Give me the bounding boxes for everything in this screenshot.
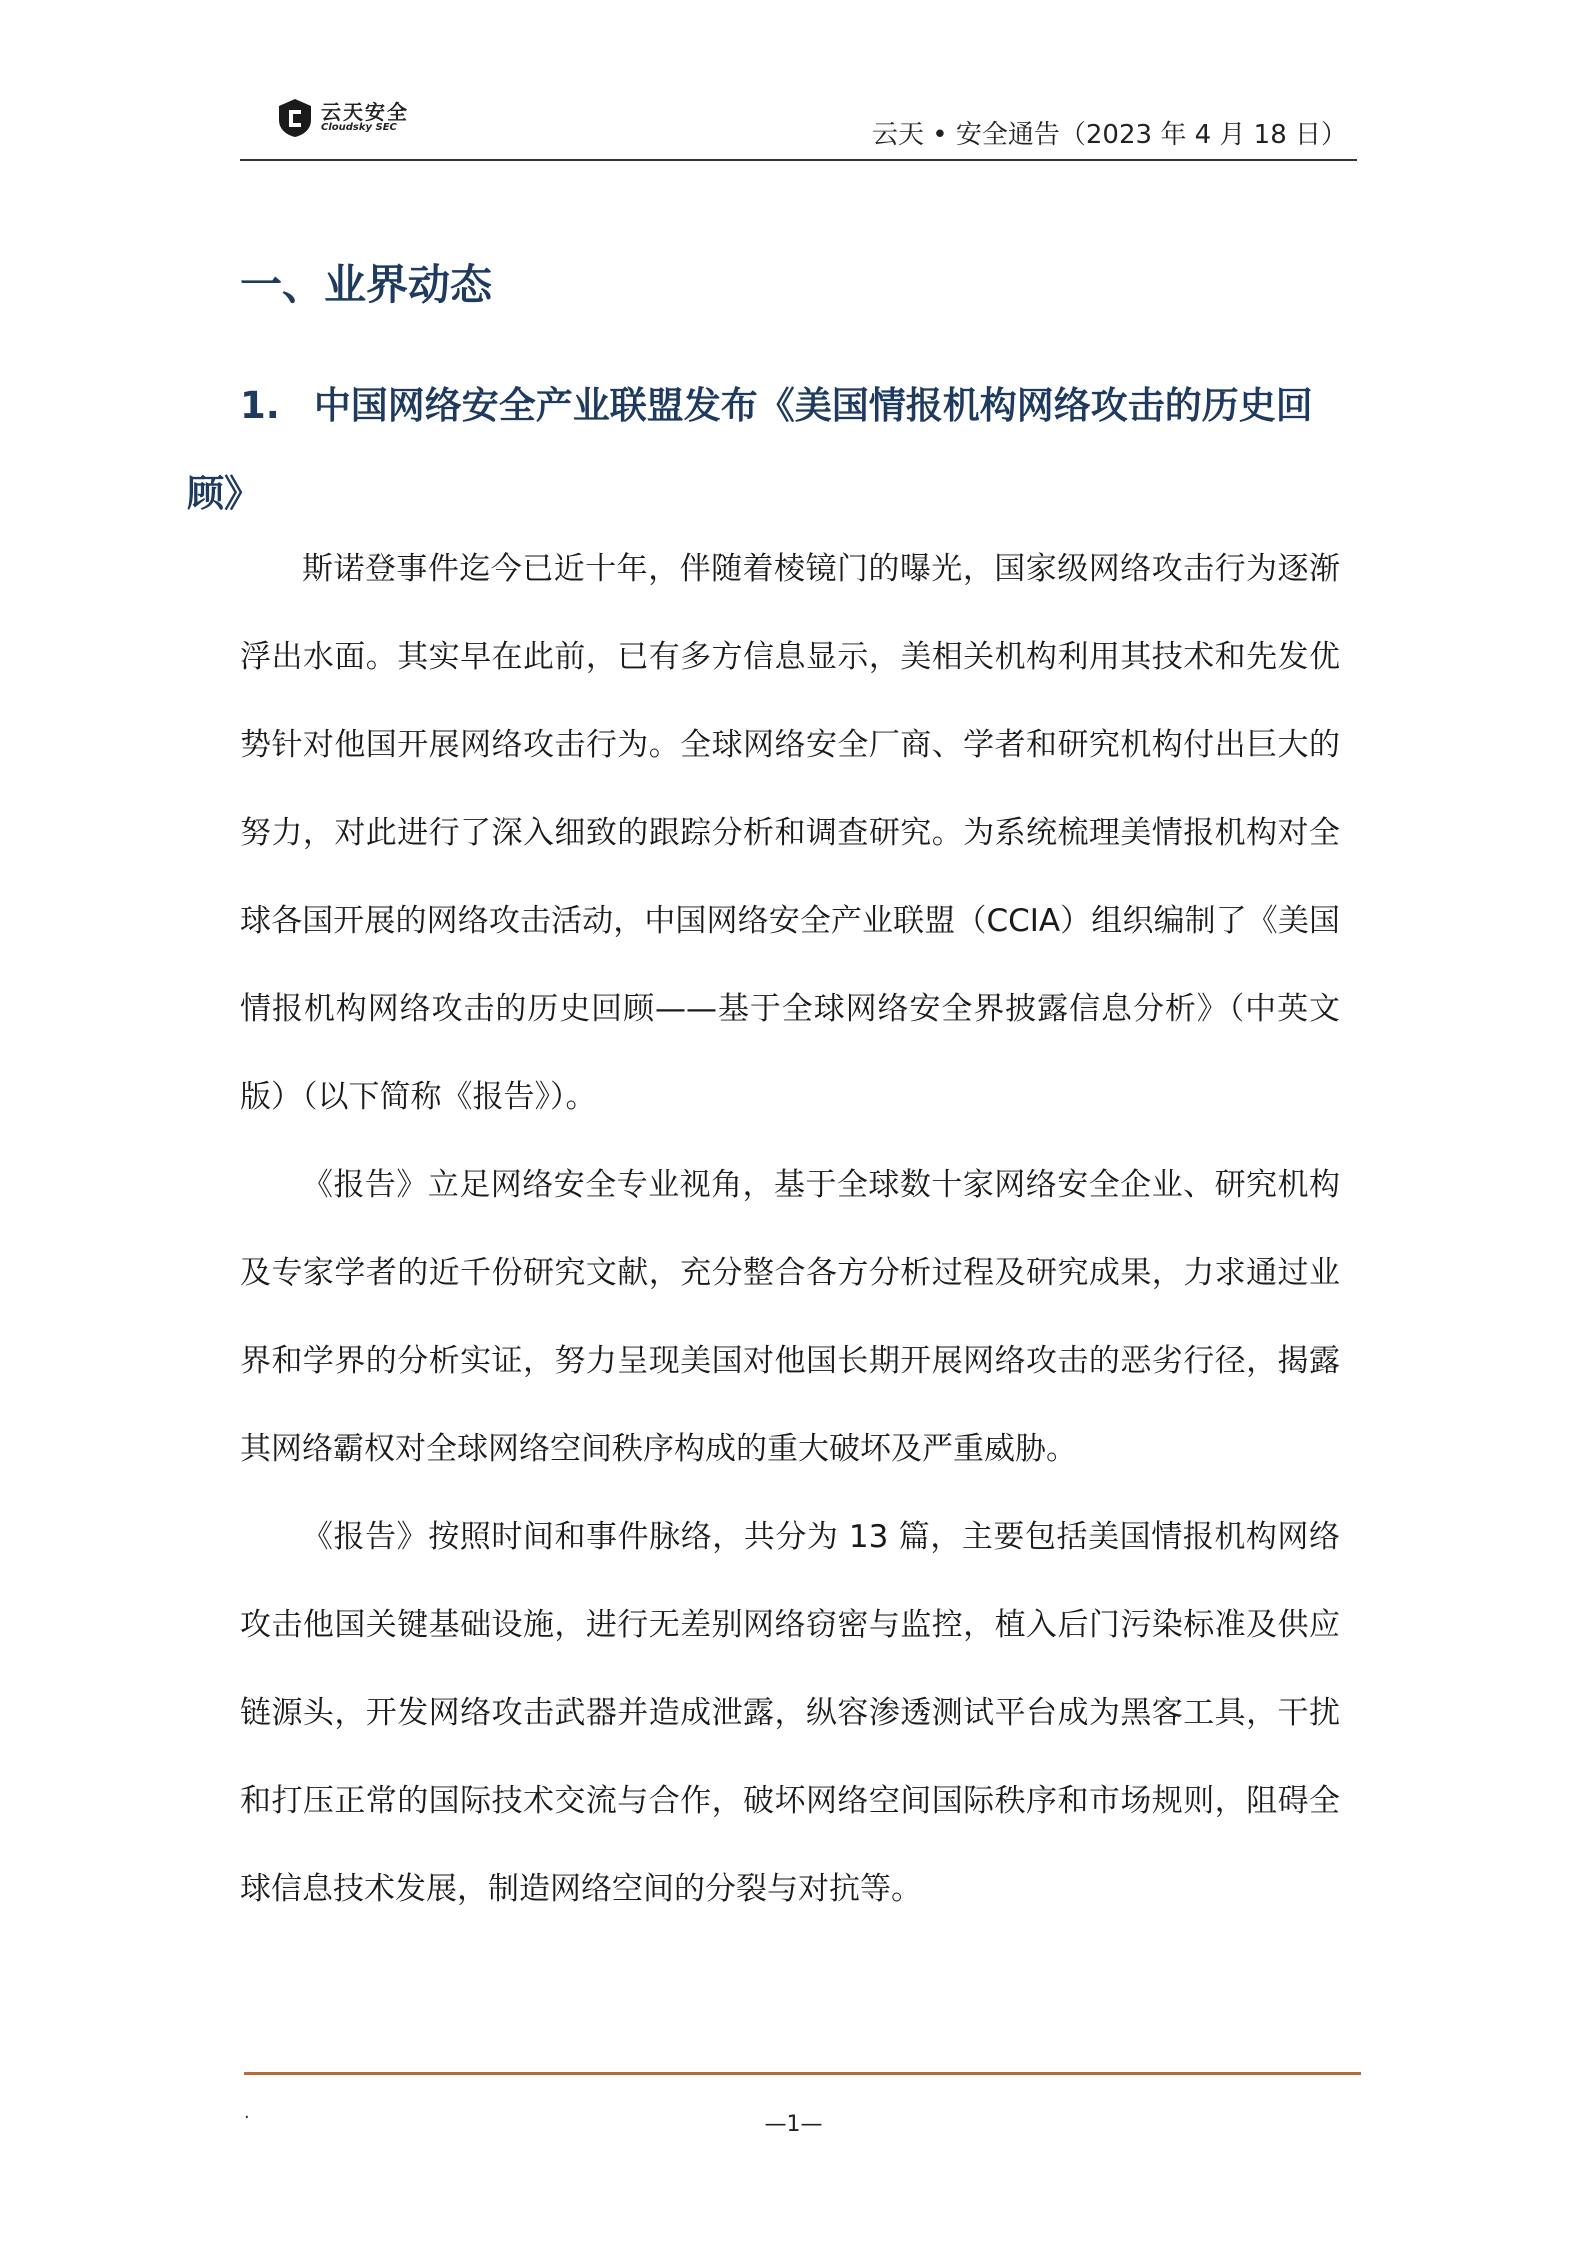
- company-logo: [277, 98, 409, 138]
- logo-english-name: Cloudsky SEC: [321, 122, 397, 134]
- header-title: 云天 • 安全通告（2023 年 4 月 18 日）: [872, 120, 1347, 150]
- body-paragraph: 斯诺登事件迄今已近十年，伴随着棱镜门的曝光，国家级网络攻击行为逐渐浮出水面。其实早在此前，已有多方信息显示，美相关机构利用其技术和先发优势针对他国开展网络攻击行为。全球网络安全厂商、学者和研究机构付出巨大的努力，对此进行了深入细致的跟踪分析和调查研究。为系统梳理美情报机构对全球各国开展的网络攻击活动，中国网络安全产业联盟（CCIA）组织编制了《美国情报机构网络攻击的历史回顾——基于全球网络安全界披露信息分析》（中英文版）（以下简称《报告》）。: [240, 551, 1340, 1115]
- article-number: 1.: [240, 384, 280, 427]
- body-paragraph: 《报告》立足网络安全专业视角，基于全球数十家网络安全企业、研究机构及专家学者的近千份研究文献，充分整合各方分析过程及研究成果，力求通过业界和学界的分析实证，努力呈现美国对他国长期开展网络攻击的恶劣行径，揭露其网络霸权对全球网络空间秩序构成的重大破坏及严重威胁。: [240, 1167, 1340, 1467]
- body-paragraph: 《报告》按照时间和事件脉络，共分为 13 篇，主要包括美国情报机构网络攻击他国关键基础设施，进行无差别网络窃密与监控，植入后门污染标准及供应链源头，开发网络攻击武器并造成泄露，纵容渗透测试平台成为黑客工具，干扰和打压正常的国际技术交流与合作，破坏网络空间国际秩序和市场规则，阻碍全球信息技术发展，制造网络空间的分裂与对抗等。: [240, 1519, 1340, 1907]
- article-body: [240, 525, 1340, 1933]
- section-heading: 一、业界动态: [240, 260, 493, 309]
- page-number: —1—: [764, 2112, 823, 2137]
- header-divider: [240, 159, 1357, 161]
- footer-divider: [244, 2072, 1361, 2075]
- footer-mark: .: [244, 2102, 250, 2123]
- article-heading: [187, 362, 1347, 538]
- article-title: 中国网络安全产业联盟发布《美国情报机构网络攻击的历史回顾》: [187, 384, 1313, 515]
- shield-icon: [277, 98, 313, 138]
- logo-chinese-name: 云天安全: [321, 100, 409, 125]
